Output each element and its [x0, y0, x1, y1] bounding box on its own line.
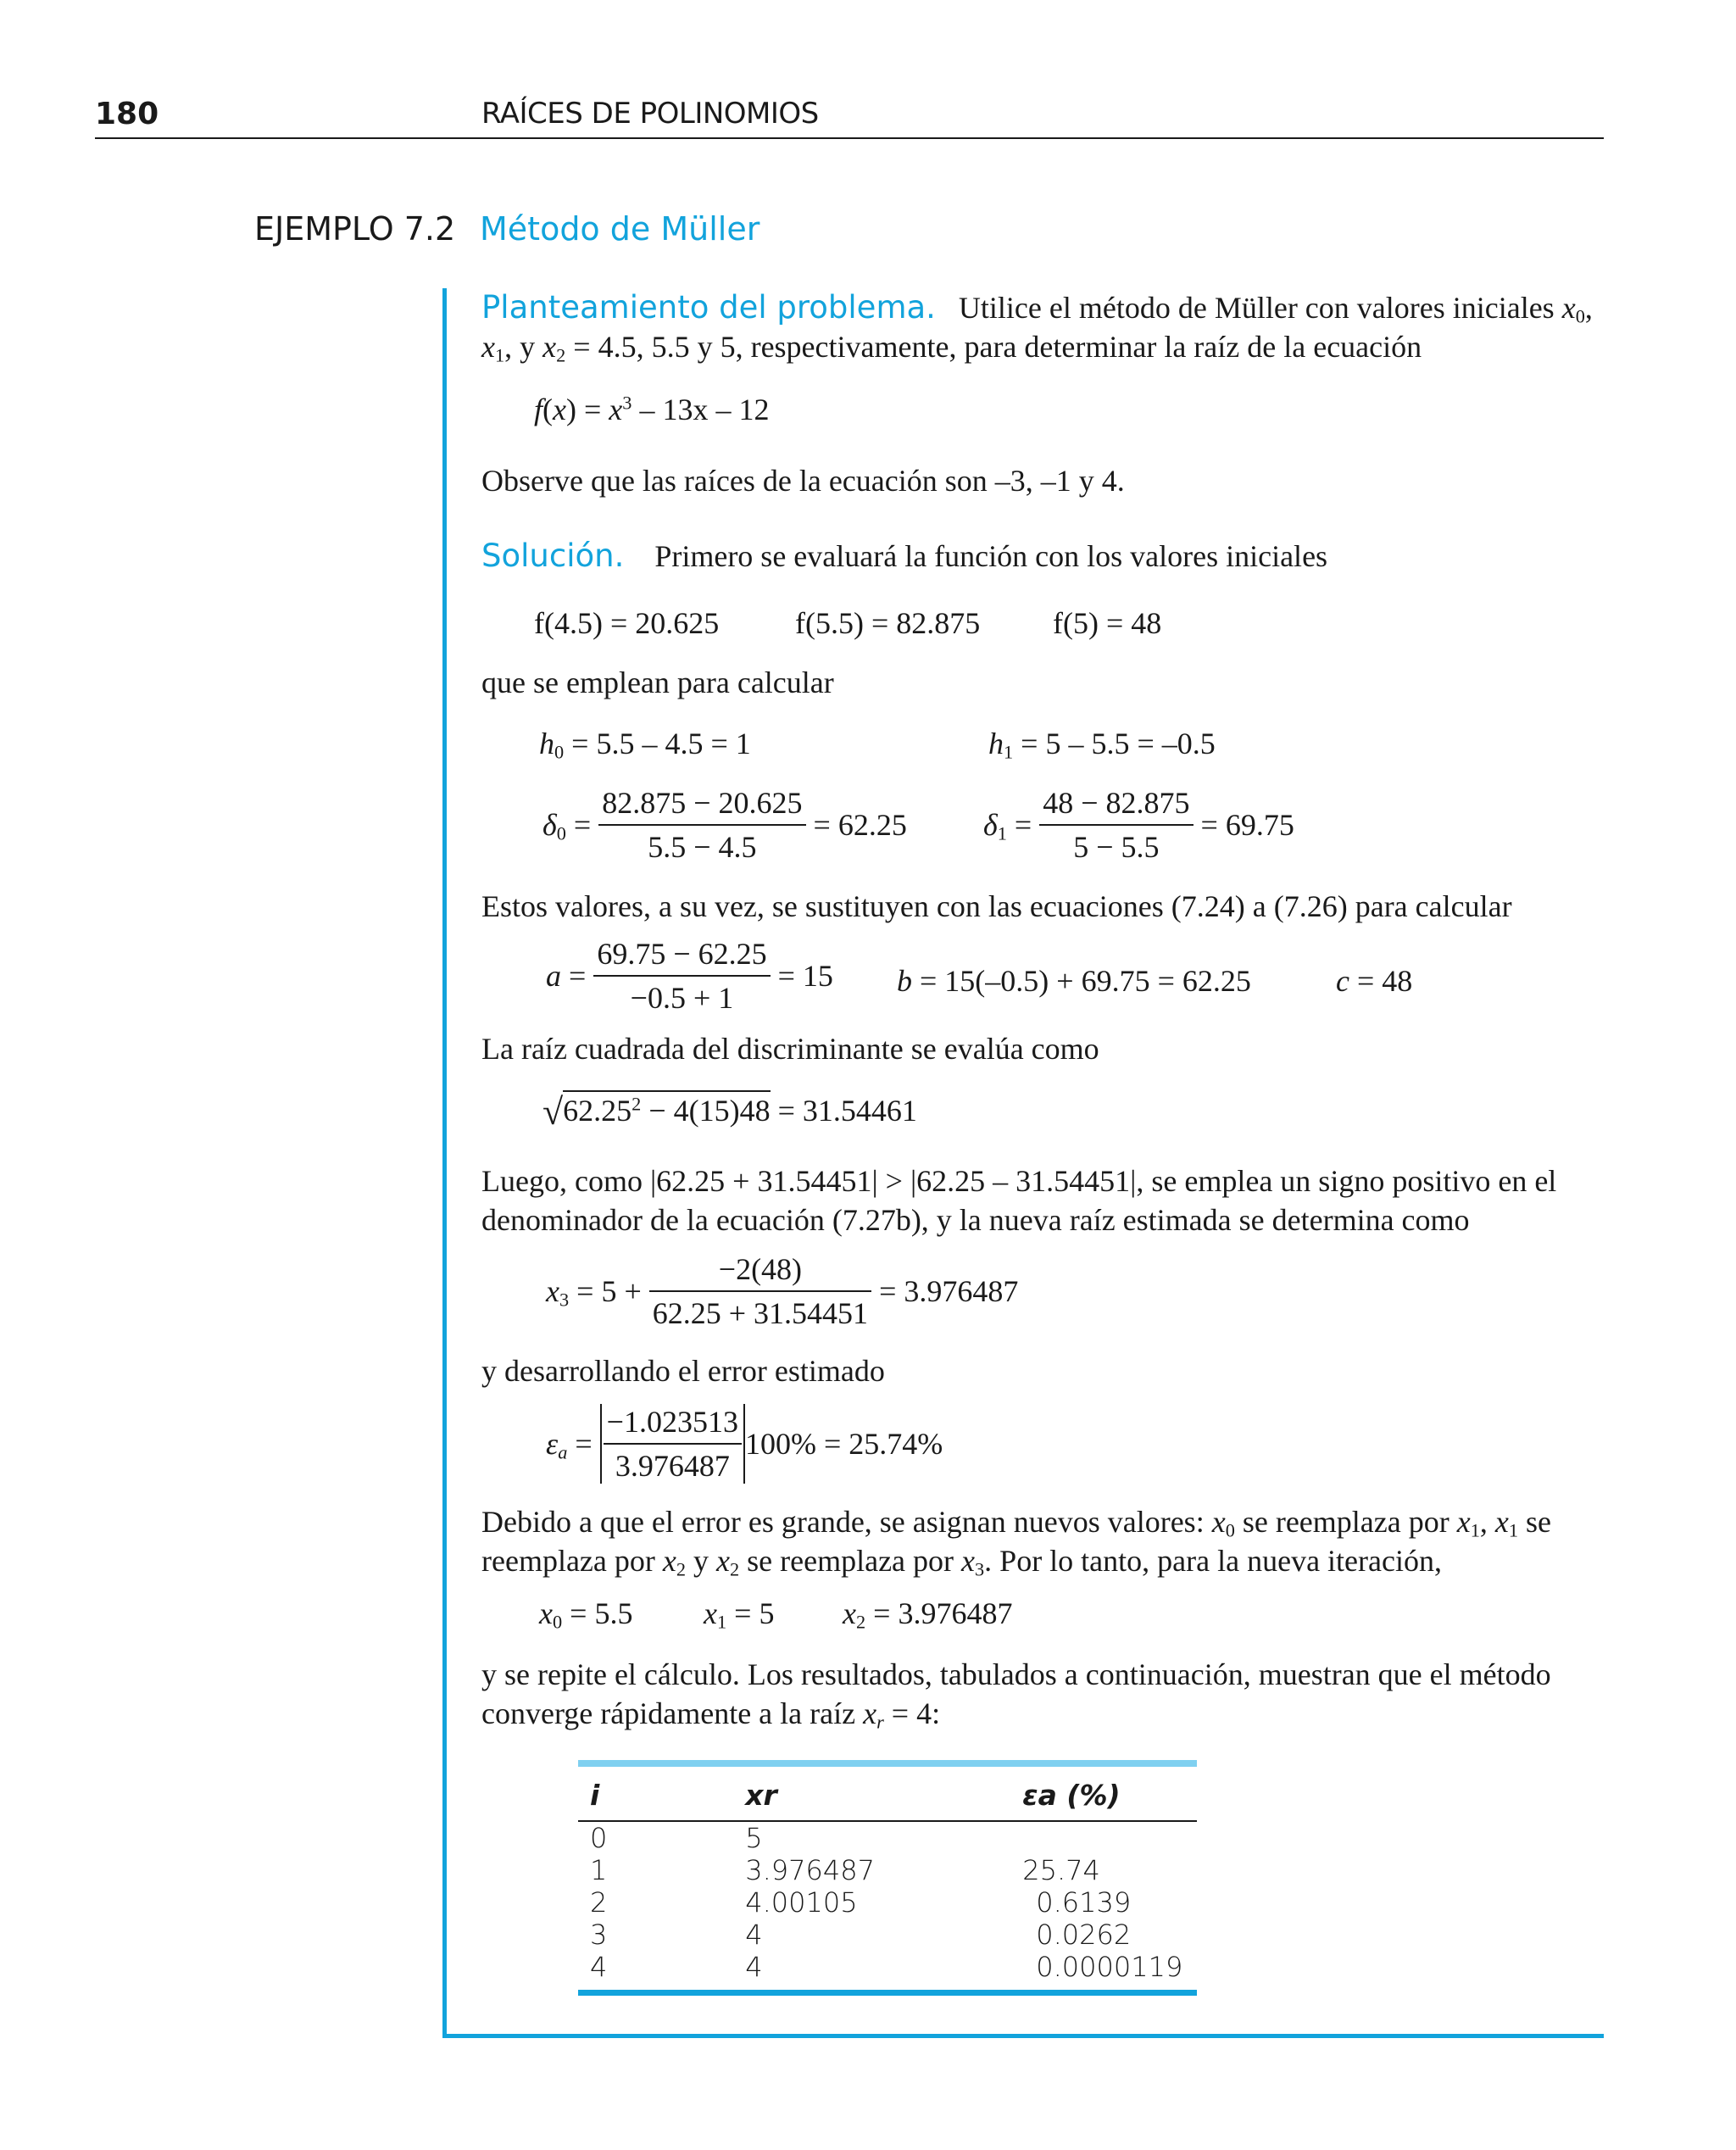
solution-intro: Primero se evaluará la función con los valores iniciales — [654, 539, 1328, 573]
results-table — [578, 1767, 1197, 1983]
delta0-fraction: $\frac{82.875 - 20.625}{5.5 - 4.5}$ — [598, 785, 805, 865]
f-value-2: f(5.5) = 82.875 — [795, 606, 981, 640]
header-xr: xr — [745, 1767, 1022, 1821]
problem-paragraph: Planteamiento del problema. Utilice el método de Müller con valores iniciales $x_0$, $x_1$, y $x_2 = 4.5$, 5.5 y 5, respectivamente, para determinar la raíz de la ecuación — [481, 289, 1593, 366]
problem-intro: Utilice el método de Müller con valores iniciales — [958, 291, 1555, 325]
problem-heading: Planteamiento del problema. — [481, 289, 936, 326]
example-title: Método de Müller — [480, 210, 760, 248]
used-for-text: que se emplean para calcular — [481, 666, 834, 699]
table-bottom-rule — [578, 1990, 1197, 1996]
solution-heading: Solución. — [481, 538, 625, 574]
a-fraction: $\frac{69.75 - 62.25}{-0.5 + 1}$ — [593, 936, 770, 1016]
example-side-bar — [442, 288, 447, 2038]
sqrt-equation: $√62.25^2 - 4(15)48 = 31.54461$ — [542, 1091, 917, 1133]
header-ea: εa (%) — [1022, 1767, 1197, 1821]
table-row: 0 5 — [590, 1822, 763, 1854]
substitute-text: Estos valores, a su vez, se sustituyen con las ecuaciones (7.24) a (7.26) para calcular — [481, 889, 1512, 923]
c-equation: c = 48 — [1336, 964, 1413, 998]
function-equation: $f(x) = x^3 - 13x - 12$ — [534, 392, 770, 426]
delta1-equation: $\delta_1$ = $\frac{48 - 82.875}{5 - 5.5}$ = 69.75 — [983, 786, 1294, 864]
b-equation: b = 15(–0.5) + 69.75 = 62.25 — [897, 964, 1251, 998]
delta0-equation: $\delta_0$ = $\frac{82.875 - 20.625}{5.5 - 4.5}$ = 62.25 — [542, 786, 907, 864]
table-header-row — [578, 1767, 1197, 1821]
f-value-1: f(4.5) = 20.625 — [534, 606, 720, 640]
table-row: 2 4.00105 0.6139 — [590, 1886, 1132, 1919]
problem-values-text: = 4.5, 5.5 y 5, respectivamente, para determinar la raíz de la ecuación — [573, 330, 1422, 364]
solution-paragraph — [481, 538, 1327, 574]
header-i: i — [578, 1767, 745, 1821]
results-table-wrapper — [578, 1760, 1197, 1996]
table-row: 1 3.976487 25.74 — [590, 1854, 1100, 1886]
table-top-rule — [578, 1760, 1197, 1767]
h1-equation: $h_1 = 5 - 5.5 = -0.5$ — [988, 727, 1216, 763]
discriminant-text: La raíz cuadrada del discriminante se evalúa como — [481, 1032, 1099, 1066]
x3-fraction: $\frac{-2(48)}{62.25 + 31.54451}$ — [649, 1251, 871, 1331]
chapter-title: RAÍCES DE POLINOMIOS — [481, 97, 819, 131]
error-text: y desarrollando el error estimado — [481, 1354, 885, 1388]
example-label: EJEMPLO 7.2 — [254, 210, 456, 248]
page-number: 180 — [95, 97, 159, 131]
new-x0: $x_0 = 5.5$ — [539, 1596, 633, 1633]
example-bottom-bar — [442, 2034, 1604, 2038]
ea-fraction: $\frac{-1.023513}{3.976487}$ — [604, 1404, 742, 1484]
f-value-3: f(5) = 48 — [1053, 606, 1162, 640]
reassign-paragraph: Debido a que el error es grande, se asignan nuevos valores: $x_0$ se reemplaza por $x_1$, $x_1$ se reemplaza por $x_2$ y $x_2$ se reemplaza por $x_3$. Por lo tanto, para la nueva iteración, — [481, 1505, 1551, 1580]
header-rule — [95, 137, 1604, 139]
roots-note: Observe que las raíces de la ecuación son –3, –1 y 4. — [481, 464, 1125, 498]
converge-paragraph: y se repite el cálculo. Los resultados, tabulados a continuación, muestran que el método converge rápidamente a la raíz $x_r = 4$: — [481, 1657, 1551, 1733]
a-equation: a = $\frac{69.75 - 62.25}{-0.5 + 1}$ = 15 — [546, 937, 833, 1015]
sign-paragraph: Luego, como |62.25 + 31.54451| > |62.25 – 31.54451|, se emplea un signo positivo en el denominador de la ecuación (7.27b), y la nueva raíz estimada se determina como — [481, 1164, 1557, 1237]
x3-equation: $x_3 = 5$ + $\frac{-2(48)}{62.25 + 31.54451}$ = 3.976487 — [546, 1252, 1019, 1330]
table-row: 3 4 0.0262 — [590, 1919, 1132, 1951]
table-row: 4 4 0.0000119 — [590, 1951, 1183, 1983]
new-x1: $x_1 = 5$ — [704, 1596, 775, 1633]
h0-equation: $h_0 = 5.5 - 4.5 = 1$ — [539, 727, 751, 763]
ea-equation: $\varepsilon_a$ = $\frac{-1.023513}{3.976487}$ 100% = 25.74% — [546, 1405, 943, 1483]
new-x2: $x_2 = 3.976487$ — [843, 1596, 1013, 1633]
delta1-fraction: $\frac{48 - 82.875}{5 - 5.5}$ — [1039, 785, 1193, 865]
